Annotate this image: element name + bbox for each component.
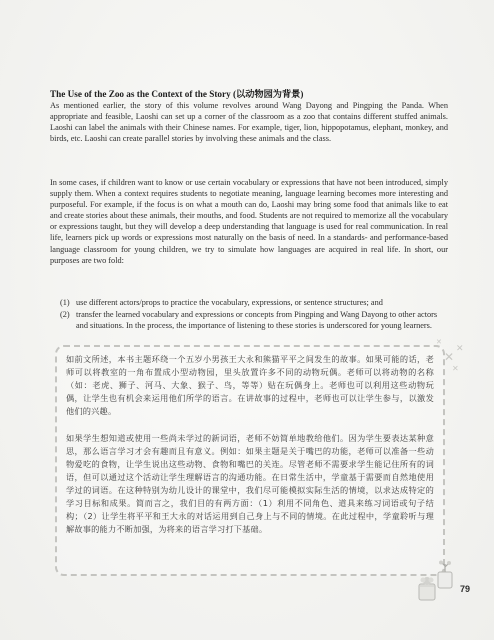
x-decoration-icon: ✕ — [456, 344, 464, 354]
chinese-paragraph-2: 如果学生想知道或使用一些尚未学过的新词语，老师不妨简单地教给他们。因为学生要表达某种意思，那么语言学习才会有趣而且有意义。例如：如果主题是关于嘴巴的功能，老师可以准备一些动物爱吃的食物，让学生说出这些动物、食物和嘴巴的关连。尽管老师不需要求学生能记住所有的词语，但可以通过这个活动让学生理解语言的沟通功能。在日常生活中，学童基于需要而自然地使用学过的词语。在这种特别为幼儿设计的课堂中，我们尽可能模拟实际生活的情境，以求达成特定的学习目标和成果。简而言之，我们目的有两方面：（1）利用不同角色、道具来练习词语或句子结构；（2）让学生将平平和王大永的对话运用到自己身上与不同的情境。在此过程中，学童聆听与理解故事的能力不断加强，为将来的语言学习打下基础。 — [66, 433, 434, 534]
list-item — [60, 309, 448, 331]
flower-pot-icon — [434, 560, 456, 590]
x-decoration-icon: ✕ — [452, 364, 459, 373]
list-item-text: transfer the learned vocabulary and expressions or concepts from Pingping and Wang Dayong to other actors and situations. In the process, the importance of listening to these stories is underscored for young learners. — [76, 310, 438, 331]
english-paragraph-2: In some cases, if children want to know or use certain vocabulary or expressions that have not been introduced, simply supply them. When a context requires students to negotiate meaning, language learning becomes more interesting and purposeful. For example, if the focus is on what a mouth can do, Laoshi may bring some food that animals like to eat and create stories about these animals, their mouths, and food. Students are not required to memorize all the vocabulary or expressions taught, but they will develop a deep understanding that language is used for real communication. In real life, learners pick up words or expressions most naturally on the basis of need. In a standards- and performance-based language classroom for young children, we try to simulate how languages are acquired in real life. In short, our purposes are two fold: — [50, 178, 448, 265]
x-decoration-icon: ✕ — [436, 338, 442, 346]
purposes-list — [60, 297, 448, 332]
list-item — [60, 297, 448, 308]
page-number: 79 — [460, 584, 471, 594]
section-heading: The Use of the Zoo as the Context of the Story (以动物园为背景) — [50, 89, 304, 99]
english-paragraph-1: As mentioned earlier, the story of this volume revolves around Wang Dayong and Pingping the Panda. When appropriate and feasible, Laoshi can set up a corner of the classroom as a zoo that contains different stuffed animals. Laoshi can label the animals with their Chinese names. For example, tiger, lion, hippopotamus, elephant, monkey, and birds, etc. Laoshi can create parallel stories by involving these animals and the class. — [50, 101, 448, 144]
list-item-number: (2) — [60, 310, 70, 320]
list-item-number: (1) — [60, 298, 70, 307]
chinese-paragraph-1: 如前文所述，本书主题环绕一个五岁小男孩王大永和熊猫平平之间发生的故事。如果可能的话，老师可以将教室的一角布置成小型动物园，里头放置许多不同的动物玩偶。老师可以将动物的名称（如：老虎、狮子、河马、大象、猴子、鸟，等等）贴在玩偶身上。老师也可以利用这些动物玩偶，让学生也有机会来运用他们所学的语言。在讲故事的过程中，老师也可以让学生参与，以激发他们的兴趣。 — [66, 354, 434, 416]
x-decoration-icon: ✕ — [444, 350, 455, 364]
list-item-text: use different actors/props to practice the vocabulary, expressions, or sentence structures; and — [76, 298, 383, 307]
